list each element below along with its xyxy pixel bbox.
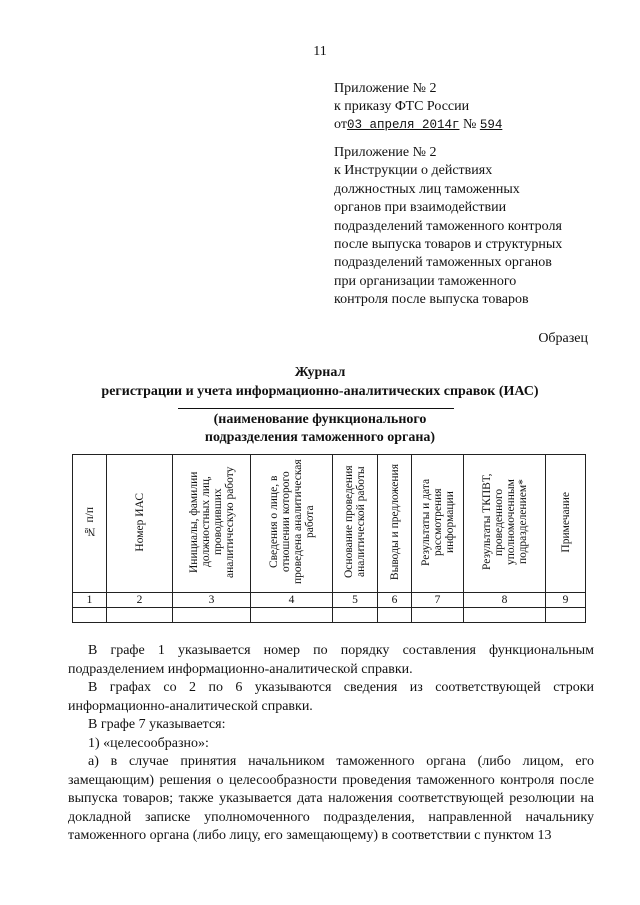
number-cell: 4 bbox=[251, 593, 333, 608]
paragraph-5: а) в случае принятия начальником таможенного органа (либо лицом, его замещающим) решения о целесообразности проведения таможенного контроля после выпуска товаров; также указывается дата наложения соответствующей резолюции на докладной записке уполномоченного подразделения, направленной начальнику таможенного органа (либо лицу, его замещающему) в соответствии с пунктом 13 bbox=[68, 754, 594, 843]
journal-subtitle: регистрации и учета информационно-аналитических справок (ИАС) bbox=[101, 384, 539, 399]
number-cell: 9 bbox=[546, 593, 586, 608]
header-col-7: Результаты и дата рассмотрения информации bbox=[419, 478, 456, 566]
empty-cell bbox=[464, 608, 546, 623]
appendix2-line: Приложение № 2 bbox=[334, 145, 437, 160]
table-number-row bbox=[73, 593, 586, 608]
paragraph-2: В графах со 2 по 6 указываются сведения из соответствующей строки информационно-аналитической справки. bbox=[68, 680, 594, 714]
paragraph-3: В графе 7 указывается: bbox=[88, 717, 226, 732]
header-col-6: Выводы и предложения bbox=[388, 463, 401, 581]
appendix2-line: контроля после выпуска товаров bbox=[334, 292, 529, 308]
appendix2-line: подразделений таможенного контроля bbox=[334, 218, 562, 234]
header-cell bbox=[378, 455, 412, 593]
instructions-text bbox=[68, 642, 594, 846]
empty-cell bbox=[412, 608, 464, 623]
header-col-1: № п/п bbox=[83, 506, 96, 538]
number-cell: 6 bbox=[378, 593, 412, 608]
empty-cell bbox=[378, 608, 412, 623]
appendix2-line: после выпуска товаров и структурных bbox=[334, 237, 563, 253]
header-cell bbox=[107, 455, 173, 593]
appendix2-line: органов при взаимодействии bbox=[334, 200, 507, 216]
empty-cell bbox=[73, 608, 107, 623]
order-number: 594 bbox=[479, 118, 503, 132]
sample-label: Образец bbox=[538, 331, 588, 346]
header-cell bbox=[546, 455, 586, 593]
appendix-title: Приложение № 2 bbox=[334, 81, 437, 96]
header-cell bbox=[251, 455, 333, 593]
header-cell bbox=[412, 455, 464, 593]
page-number: 11 bbox=[313, 44, 327, 59]
appendix2-line: при организации таможенного bbox=[334, 273, 517, 289]
date-prefix: от bbox=[334, 117, 347, 132]
header-cell bbox=[464, 455, 546, 593]
empty-cell bbox=[251, 608, 333, 623]
empty-cell bbox=[546, 608, 586, 623]
appendix2-line: должностных лиц таможенных bbox=[334, 181, 520, 197]
number-sign: № bbox=[462, 117, 477, 132]
header-col-3: Инициалы, фамилии должностных лиц, проводивших аналитическую работу bbox=[187, 466, 236, 578]
subdivision-caption-line2: подразделения таможенного органа) bbox=[204, 430, 436, 445]
paragraph-1: В графе 1 указывается номер по порядку составления функциональным подразделением информационно-аналитической справки. bbox=[68, 643, 594, 677]
table-header-row bbox=[73, 455, 586, 593]
journal-title: Журнал bbox=[294, 365, 346, 380]
header-col-2: Номер ИАС bbox=[133, 492, 146, 552]
subdivision-name-line bbox=[178, 408, 454, 409]
appendix2-line: к Инструкции о действиях bbox=[334, 163, 493, 179]
number-cell: 3 bbox=[173, 593, 251, 608]
header-cell bbox=[333, 455, 378, 593]
empty-cell bbox=[173, 608, 251, 623]
number-cell: 1 bbox=[73, 593, 107, 608]
number-cell: 2 bbox=[107, 593, 173, 608]
appendix-date-line bbox=[334, 116, 502, 134]
header-col-4: Сведения о лице, в отношении которого проведена аналитическая работа bbox=[267, 459, 316, 585]
appendix2-line: подразделений таможенных органов bbox=[334, 255, 552, 271]
table-empty-row bbox=[73, 608, 586, 623]
order-date: 03 апреля 2014г bbox=[346, 118, 460, 132]
header-cell bbox=[173, 455, 251, 593]
number-cell: 7 bbox=[412, 593, 464, 608]
appendix-order-block bbox=[334, 80, 502, 134]
journal-table bbox=[72, 454, 586, 623]
paragraph-4: 1) «целесообразно»: bbox=[88, 735, 209, 751]
empty-cell bbox=[333, 608, 378, 623]
appendix-instruction-block bbox=[334, 144, 562, 310]
header-col-8: Результаты ТКПВТ, проведенного уполномоченным подразделением* bbox=[480, 473, 529, 571]
header-col-5: Основание проведения аналитической работы bbox=[343, 465, 367, 579]
header-col-9: Примечание bbox=[559, 491, 572, 553]
number-cell: 8 bbox=[464, 593, 546, 608]
appendix-order-ref: к приказу ФТС России bbox=[334, 99, 470, 114]
number-cell: 5 bbox=[333, 593, 378, 608]
subdivision-caption-line1: (наименование функционального bbox=[213, 412, 427, 427]
empty-cell bbox=[107, 608, 173, 623]
header-cell bbox=[73, 455, 107, 593]
